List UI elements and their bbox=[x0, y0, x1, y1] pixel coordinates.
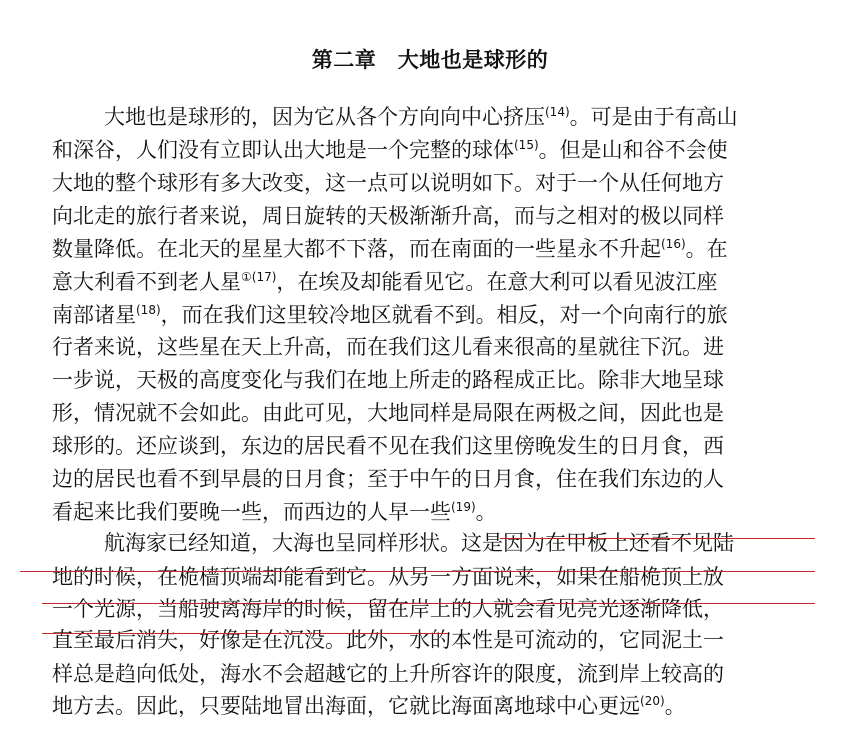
footnote-marker: (19) bbox=[451, 500, 476, 514]
red-underline-4 bbox=[42, 633, 447, 634]
red-underline-3 bbox=[42, 603, 815, 604]
text-line bbox=[52, 463, 724, 496]
line-text: 球形的。还应谈到，东边的居民看不见在我们这里傍晚发生的日月食，西 bbox=[52, 434, 724, 458]
line-text: 向北走的旅行者来说，周日旋转的天极渐渐升高，而与之相对的极以同样 bbox=[52, 204, 724, 228]
text-line bbox=[52, 200, 724, 233]
line-text-rest: ，在埃及却能看见它。在意大利可以看见波江座 bbox=[276, 270, 718, 294]
line-text: 边的居民也看不到早晨的日月食；至于中午的日月食，住在我们东边的人 bbox=[52, 467, 724, 491]
text-line bbox=[52, 561, 724, 594]
line-text-rest: 。 bbox=[475, 500, 497, 524]
line-text: 一步说，天极的高度变化与我们在地上所走的路程成正比。除非大地呈球 bbox=[52, 368, 724, 392]
line-text-rest: ，而在我们这里较冷地区就看不到。相反，对一个向南行的旅 bbox=[160, 303, 728, 327]
text-line bbox=[52, 134, 728, 167]
text-line bbox=[52, 658, 724, 691]
text-line bbox=[104, 101, 738, 134]
line-text: 航海家已经知道，大海也呈同样形状。这是因为在甲板上还看不见陆 bbox=[104, 531, 734, 555]
chapter-title: 第二章 大地也是球形的 bbox=[311, 48, 549, 72]
text-line bbox=[52, 331, 724, 364]
text-line bbox=[52, 299, 728, 332]
footnote-marker: (18) bbox=[136, 303, 161, 317]
text-line bbox=[52, 593, 724, 626]
line-text: 数量降低。在北天的星星大都不下落，而在南面的一些星永不升起 bbox=[52, 237, 661, 261]
text-line bbox=[52, 690, 686, 723]
footnote-marker: ①(17) bbox=[241, 270, 277, 284]
line-text-rest: 。 bbox=[664, 694, 686, 718]
footnote-marker: (15) bbox=[514, 138, 539, 152]
line-text-rest: 。在 bbox=[685, 237, 728, 261]
line-text: 看起来比我们要晚一些，而西边的人早一些 bbox=[52, 500, 451, 524]
line-text: 形，情况就不会如此。由此可见，大地同样是局限在两极之间，因此也是 bbox=[52, 401, 724, 425]
footnote-marker: (16) bbox=[661, 237, 686, 251]
footnote-marker: (20) bbox=[640, 694, 665, 708]
text-line bbox=[52, 430, 724, 463]
text-line bbox=[52, 233, 728, 266]
line-text: 大地的整个球形有多大改变，这一点可以说明如下。对于一个从任何地方 bbox=[52, 171, 724, 195]
text-line bbox=[52, 397, 724, 430]
text-line bbox=[52, 364, 724, 397]
line-text: 行者来说，这些星在天上升高，而在我们这儿看来很高的星就往下沉。进 bbox=[52, 335, 724, 359]
line-text: 意大利看不到老人星 bbox=[52, 270, 241, 294]
text-line bbox=[104, 527, 734, 560]
line-text: 样总是趋向低处，海水不会超越它的上升所容许的限度，流到岸上较高的 bbox=[52, 662, 724, 686]
line-text: 一个光源，当船驶离海岸的时候，留在岸上的人就会看见亮光逐渐降低， bbox=[52, 597, 724, 621]
red-underline-2 bbox=[20, 571, 815, 572]
footnote-marker: (14) bbox=[545, 105, 570, 119]
text-line bbox=[52, 266, 717, 299]
text-line bbox=[52, 624, 724, 657]
line-text: 和深谷，人们没有立即认出大地是一个完整的球体 bbox=[52, 138, 514, 162]
line-text: 直至最后消失，好像是在沉没。此外，水的本性是可流动的，它同泥土一 bbox=[52, 628, 724, 652]
red-underline-1 bbox=[500, 538, 815, 539]
text-line bbox=[52, 496, 497, 529]
line-text-rest: 。但是山和谷不会使 bbox=[538, 138, 728, 162]
line-text: 地的时候，在桅樯顶端却能看到它。从另一方面说来，如果在船桅顶上放 bbox=[52, 565, 724, 589]
line-text-rest: 。可是由于有高山 bbox=[569, 105, 738, 129]
line-text: 地方去。因此，只要陆地冒出海面，它就比海面离地球中心更远 bbox=[52, 694, 640, 718]
text-line bbox=[52, 167, 724, 200]
line-text: 南部诸星 bbox=[52, 303, 136, 327]
line-text: 大地也是球形的，因为它从各个方向向中心挤压 bbox=[104, 105, 545, 129]
